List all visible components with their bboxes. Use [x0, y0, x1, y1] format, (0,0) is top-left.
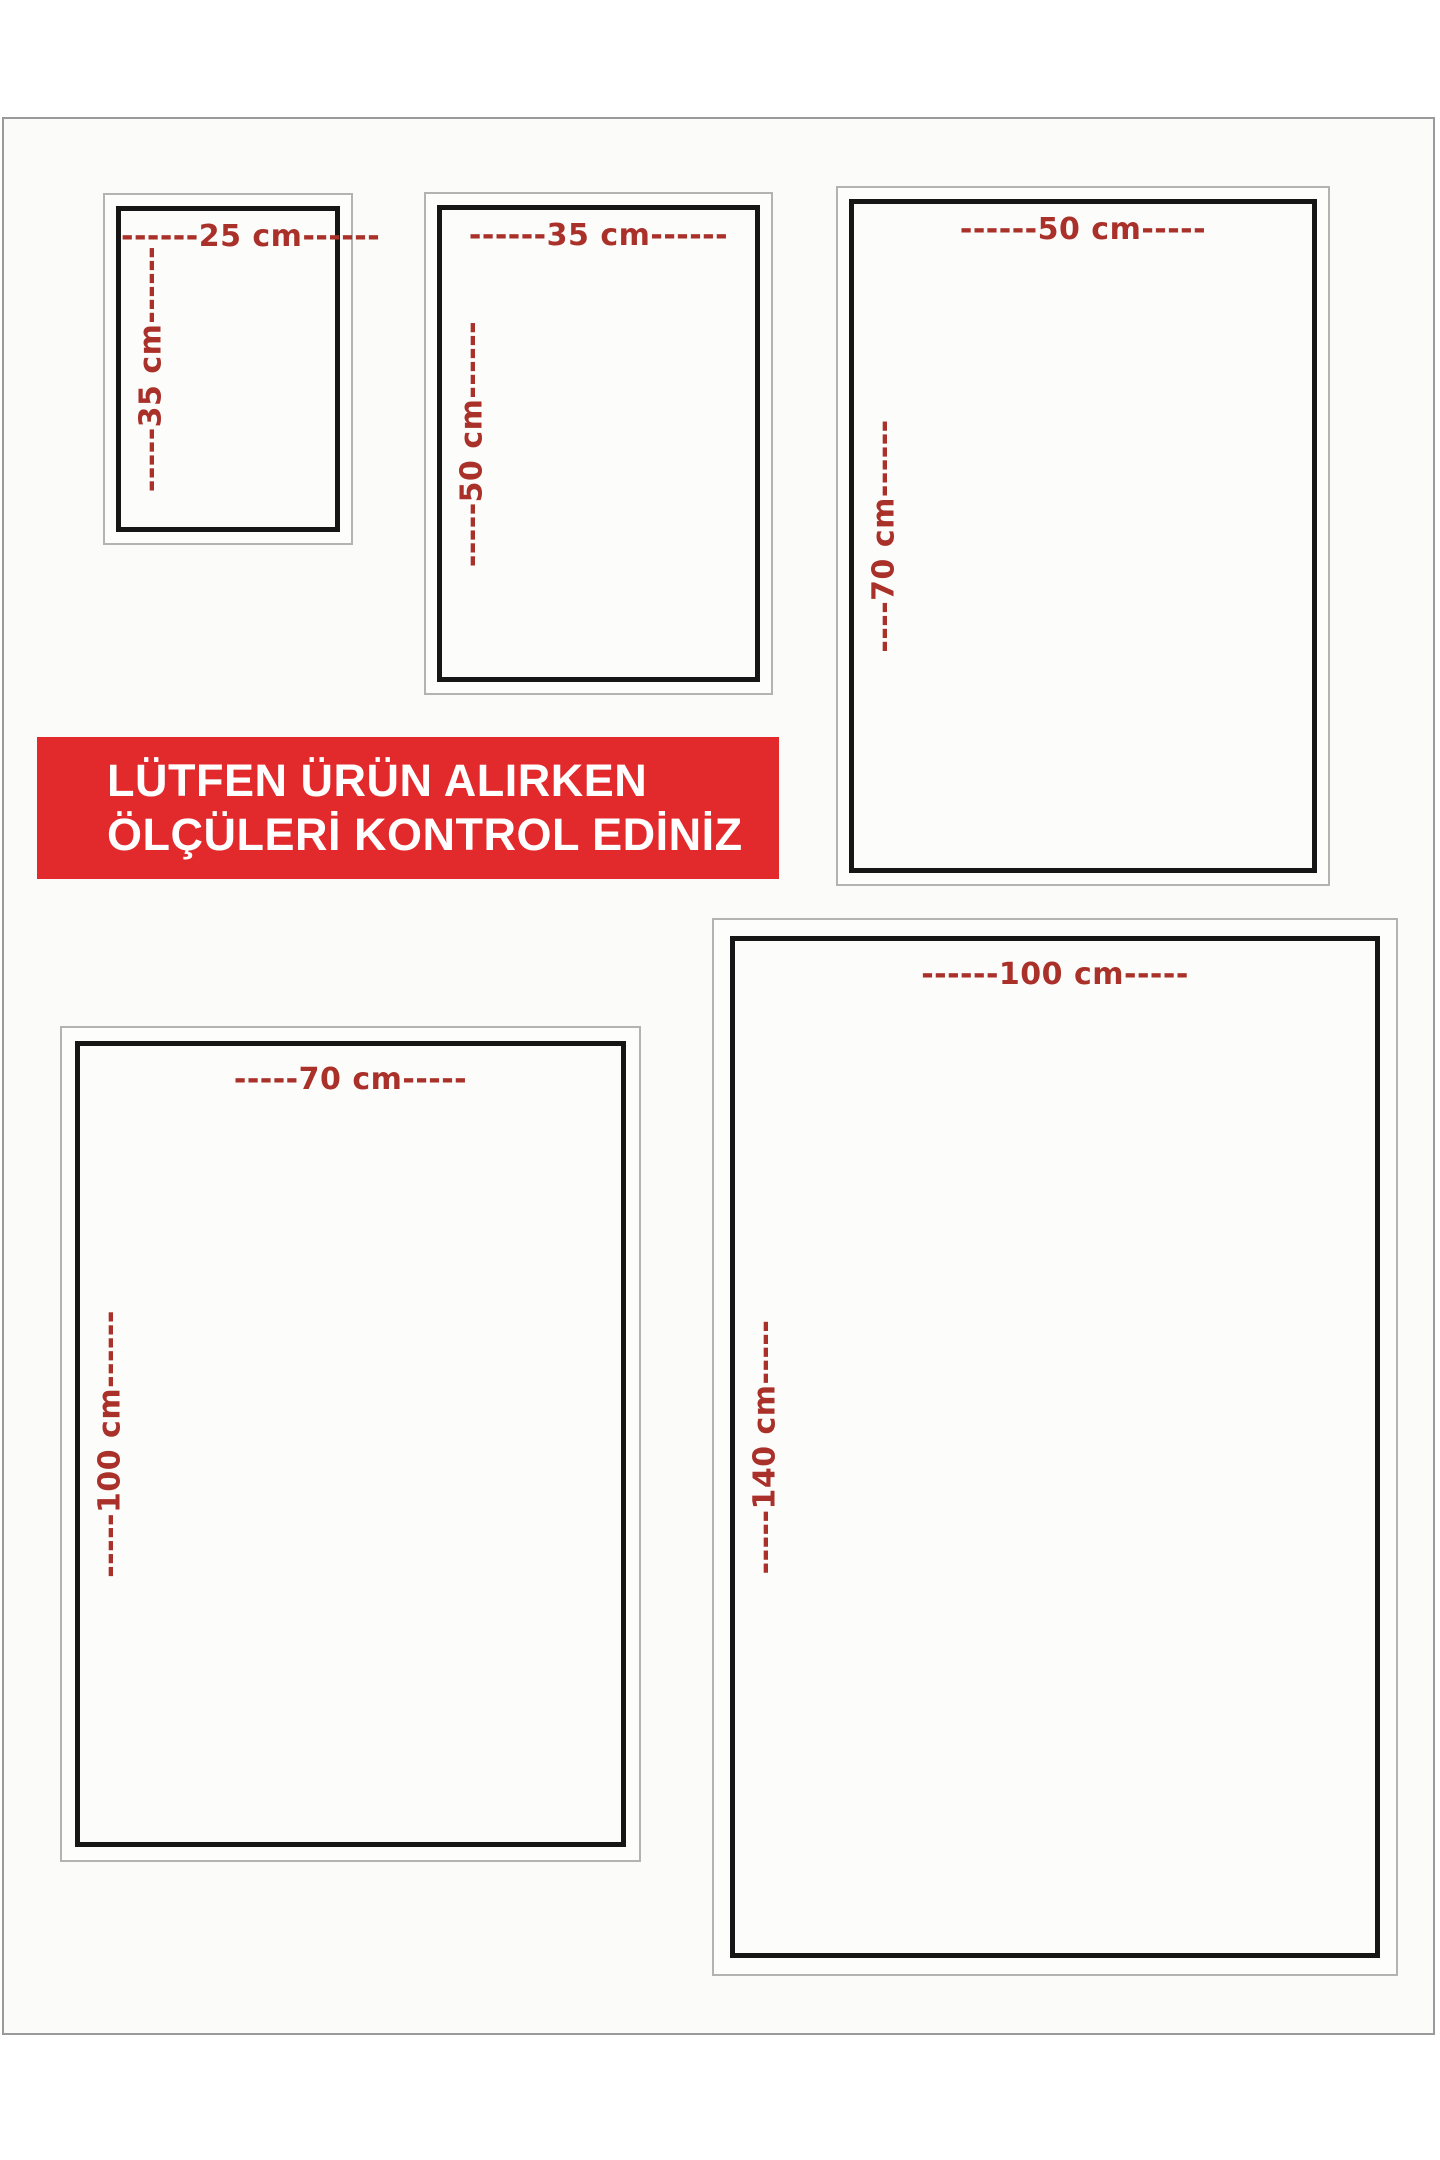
warning-banner-line-1: LÜTFEN ÜRÜN ALIRKEN: [107, 754, 648, 806]
height-dimension-label: -----35 cm------: [133, 245, 169, 493]
size-frame-70x100: [60, 1026, 641, 1862]
height-dimension-label: -----100 cm------: [92, 1310, 128, 1578]
size-frame-25x35-inner-border: [116, 206, 381, 532]
warning-banner-line-2: ÖLÇÜLERİ KONTROL EDİNİZ: [107, 808, 743, 860]
size-frame-25x35: [103, 193, 381, 545]
warning-banner: [37, 737, 779, 879]
width-dimension-label: ------35 cm------: [468, 218, 729, 253]
width-dimension-label: ------25 cm------: [121, 219, 381, 254]
width-dimension-label: ------50 cm-----: [959, 212, 1207, 247]
size-frame-35x50: [424, 192, 773, 695]
size-frame-100x140-inner-border: [730, 936, 1380, 1958]
width-dimension-label: ------100 cm-----: [921, 957, 1189, 992]
size-frame-50x70: [836, 186, 1330, 886]
size-frame-100x140: [712, 918, 1398, 1976]
width-dimension-label: -----70 cm-----: [233, 1062, 468, 1097]
height-dimension-label: -----50 cm------: [454, 320, 490, 567]
size-frame-70x100-inner-border: [75, 1041, 626, 1847]
size-frame-50x70-inner-border: [849, 199, 1317, 873]
height-dimension-label: -----140 cm-----: [747, 1319, 783, 1575]
size-frame-35x50-inner-border: [437, 205, 760, 682]
height-dimension-label: ----70 cm------: [866, 419, 902, 653]
